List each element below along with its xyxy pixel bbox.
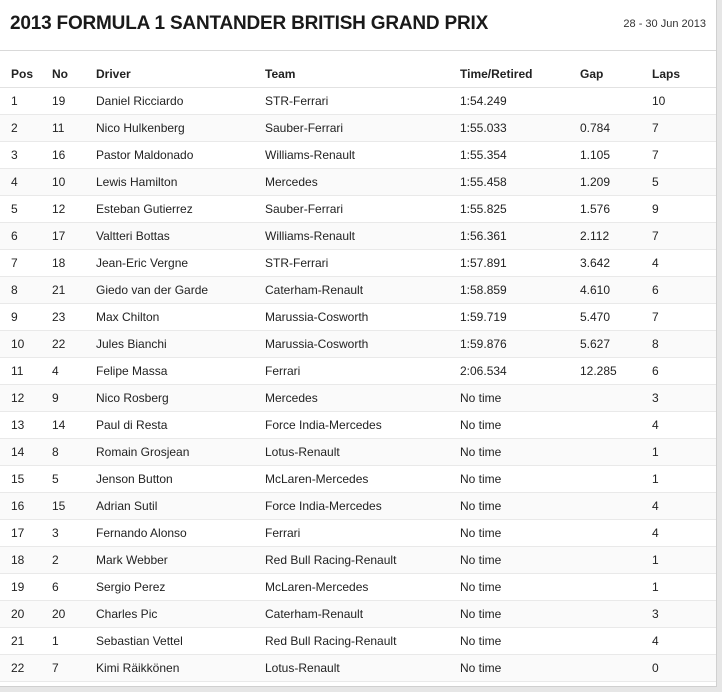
table-row xyxy=(0,250,716,277)
cell-gap xyxy=(580,88,652,115)
table-row xyxy=(0,385,716,412)
cell-gap: 12.285 xyxy=(580,358,652,385)
cell-gap xyxy=(580,574,652,601)
cell-driver: Pastor Maldonado xyxy=(96,142,265,169)
table-row xyxy=(0,439,716,466)
cell-team: McLaren-Mercedes xyxy=(265,466,460,493)
cell-gap: 1.209 xyxy=(580,169,652,196)
cell-laps: 1 xyxy=(652,466,716,493)
cell-team: Red Bull Racing-Renault xyxy=(265,547,460,574)
cell-pos: 4 xyxy=(0,169,52,196)
table-row xyxy=(0,304,716,331)
cell-time: 1:59.719 xyxy=(460,304,580,331)
cell-no: 12 xyxy=(52,196,96,223)
cell-driver: Sergio Perez xyxy=(96,574,265,601)
table-row xyxy=(0,223,716,250)
results-table xyxy=(0,60,716,682)
cell-driver: Nico Hulkenberg xyxy=(96,115,265,142)
cell-laps: 1 xyxy=(652,574,716,601)
cell-laps: 4 xyxy=(652,520,716,547)
cell-team: Force India-Mercedes xyxy=(265,493,460,520)
cell-pos: 3 xyxy=(0,142,52,169)
cell-team: Red Bull Racing-Renault xyxy=(265,628,460,655)
cell-time: 1:57.891 xyxy=(460,250,580,277)
table-row xyxy=(0,520,716,547)
cell-gap: 5.627 xyxy=(580,331,652,358)
event-dates: 28 - 30 Jun 2013 xyxy=(623,18,706,30)
cell-laps: 4 xyxy=(652,628,716,655)
cell-time: No time xyxy=(460,412,580,439)
table-row xyxy=(0,412,716,439)
cell-pos: 7 xyxy=(0,250,52,277)
cell-time: 1:55.354 xyxy=(460,142,580,169)
cell-laps: 7 xyxy=(652,304,716,331)
cell-no: 18 xyxy=(52,250,96,277)
cell-time: 1:59.876 xyxy=(460,331,580,358)
cell-laps: 7 xyxy=(652,142,716,169)
cell-pos: 18 xyxy=(0,547,52,574)
cell-laps: 6 xyxy=(652,277,716,304)
cell-team: Lotus-Renault xyxy=(265,655,460,682)
cell-gap: 1.576 xyxy=(580,196,652,223)
table-row xyxy=(0,574,716,601)
cell-gap xyxy=(580,655,652,682)
cell-gap xyxy=(580,439,652,466)
column-header-team: Team xyxy=(265,60,460,88)
cell-gap: 3.642 xyxy=(580,250,652,277)
cell-no: 14 xyxy=(52,412,96,439)
cell-team: McLaren-Mercedes xyxy=(265,574,460,601)
cell-driver: Kimi Räikkönen xyxy=(96,655,265,682)
cell-laps: 0 xyxy=(652,655,716,682)
cell-driver: Giedo van der Garde xyxy=(96,277,265,304)
cell-pos: 12 xyxy=(0,385,52,412)
table-row xyxy=(0,142,716,169)
cell-time: No time xyxy=(460,655,580,682)
cell-laps: 10 xyxy=(652,88,716,115)
cell-time: No time xyxy=(460,601,580,628)
cell-pos: 15 xyxy=(0,466,52,493)
cell-driver: Mark Webber xyxy=(96,547,265,574)
cell-pos: 1 xyxy=(0,88,52,115)
cell-time: No time xyxy=(460,628,580,655)
cell-team: Williams-Renault xyxy=(265,142,460,169)
cell-laps: 6 xyxy=(652,358,716,385)
cell-driver: Lewis Hamilton xyxy=(96,169,265,196)
cell-driver: Paul di Resta xyxy=(96,412,265,439)
cell-driver: Fernando Alonso xyxy=(96,520,265,547)
cell-team: Mercedes xyxy=(265,385,460,412)
cell-team: Marussia-Cosworth xyxy=(265,304,460,331)
table-row xyxy=(0,88,716,115)
cell-driver: Romain Grosjean xyxy=(96,439,265,466)
cell-pos: 13 xyxy=(0,412,52,439)
cell-team: STR-Ferrari xyxy=(265,250,460,277)
cell-team: Mercedes xyxy=(265,169,460,196)
cell-gap: 4.610 xyxy=(580,277,652,304)
cell-pos: 5 xyxy=(0,196,52,223)
cell-no: 15 xyxy=(52,493,96,520)
cell-driver: Adrian Sutil xyxy=(96,493,265,520)
results-body xyxy=(0,88,716,682)
cell-gap xyxy=(580,628,652,655)
cell-team: Williams-Renault xyxy=(265,223,460,250)
cell-team: Lotus-Renault xyxy=(265,439,460,466)
cell-pos: 6 xyxy=(0,223,52,250)
cell-laps: 1 xyxy=(652,439,716,466)
cell-gap xyxy=(580,493,652,520)
cell-time: No time xyxy=(460,574,580,601)
cell-no: 16 xyxy=(52,142,96,169)
cell-no: 21 xyxy=(52,277,96,304)
cell-no: 7 xyxy=(52,655,96,682)
cell-laps: 7 xyxy=(652,115,716,142)
cell-team: Caterham-Renault xyxy=(265,277,460,304)
cell-gap xyxy=(580,412,652,439)
column-header-gap: Gap xyxy=(580,60,652,88)
table-row xyxy=(0,277,716,304)
column-header-pos: Pos xyxy=(0,60,52,88)
cell-laps: 3 xyxy=(652,385,716,412)
cell-pos: 20 xyxy=(0,601,52,628)
cell-no: 23 xyxy=(52,304,96,331)
cell-gap xyxy=(580,601,652,628)
column-header-no: No xyxy=(52,60,96,88)
cell-driver: Nico Rosberg xyxy=(96,385,265,412)
table-row xyxy=(0,493,716,520)
cell-laps: 8 xyxy=(652,331,716,358)
cell-pos: 16 xyxy=(0,493,52,520)
cell-time: No time xyxy=(460,466,580,493)
cell-time: No time xyxy=(460,439,580,466)
cell-no: 9 xyxy=(52,385,96,412)
cell-no: 4 xyxy=(52,358,96,385)
cell-gap: 5.470 xyxy=(580,304,652,331)
cell-no: 22 xyxy=(52,331,96,358)
cell-laps: 4 xyxy=(652,250,716,277)
cell-time: No time xyxy=(460,385,580,412)
table-row xyxy=(0,196,716,223)
cell-driver: Charles Pic xyxy=(96,601,265,628)
page-title: 2013 FORMULA 1 SANTANDER BRITISH GRAND PRIX xyxy=(10,13,489,34)
table-row xyxy=(0,547,716,574)
cell-no: 19 xyxy=(52,88,96,115)
cell-laps: 1 xyxy=(652,547,716,574)
table-row xyxy=(0,655,716,682)
cell-time: No time xyxy=(460,547,580,574)
cell-pos: 22 xyxy=(0,655,52,682)
cell-driver: Esteban Gutierrez xyxy=(96,196,265,223)
cell-no: 5 xyxy=(52,466,96,493)
cell-team: Ferrari xyxy=(265,520,460,547)
cell-pos: 17 xyxy=(0,520,52,547)
cell-no: 1 xyxy=(52,628,96,655)
results-header xyxy=(0,0,716,51)
cell-laps: 9 xyxy=(652,196,716,223)
column-header-laps: Laps xyxy=(652,60,716,88)
table-header-row xyxy=(0,60,716,88)
cell-time: 1:55.458 xyxy=(460,169,580,196)
table-row xyxy=(0,466,716,493)
cell-team: Marussia-Cosworth xyxy=(265,331,460,358)
cell-driver: Valtteri Bottas xyxy=(96,223,265,250)
cell-laps: 4 xyxy=(652,412,716,439)
cell-team: Ferrari xyxy=(265,358,460,385)
table-row xyxy=(0,331,716,358)
cell-no: 6 xyxy=(52,574,96,601)
cell-time: No time xyxy=(460,520,580,547)
cell-time: 2:06.534 xyxy=(460,358,580,385)
cell-pos: 14 xyxy=(0,439,52,466)
cell-driver: Jules Bianchi xyxy=(96,331,265,358)
cell-gap: 0.784 xyxy=(580,115,652,142)
cell-driver: Jean-Eric Vergne xyxy=(96,250,265,277)
cell-time: 1:58.859 xyxy=(460,277,580,304)
cell-no: 17 xyxy=(52,223,96,250)
table-row xyxy=(0,601,716,628)
cell-pos: 19 xyxy=(0,574,52,601)
cell-pos: 9 xyxy=(0,304,52,331)
cell-pos: 8 xyxy=(0,277,52,304)
cell-pos: 11 xyxy=(0,358,52,385)
cell-time: 1:55.825 xyxy=(460,196,580,223)
cell-time: 1:55.033 xyxy=(460,115,580,142)
cell-laps: 4 xyxy=(652,493,716,520)
cell-laps: 5 xyxy=(652,169,716,196)
cell-gap xyxy=(580,466,652,493)
table-row xyxy=(0,628,716,655)
cell-gap xyxy=(580,385,652,412)
cell-no: 8 xyxy=(52,439,96,466)
cell-no: 2 xyxy=(52,547,96,574)
cell-driver: Felipe Massa xyxy=(96,358,265,385)
table-row xyxy=(0,358,716,385)
cell-driver: Daniel Ricciardo xyxy=(96,88,265,115)
cell-gap xyxy=(580,520,652,547)
table-row xyxy=(0,169,716,196)
cell-team: STR-Ferrari xyxy=(265,88,460,115)
cell-driver: Max Chilton xyxy=(96,304,265,331)
column-header-time: Time/Retired xyxy=(460,60,580,88)
cell-pos: 21 xyxy=(0,628,52,655)
cell-team: Caterham-Renault xyxy=(265,601,460,628)
cell-gap: 2.112 xyxy=(580,223,652,250)
cell-driver: Sebastian Vettel xyxy=(96,628,265,655)
cell-time: 1:54.249 xyxy=(460,88,580,115)
column-header-driver: Driver xyxy=(96,60,265,88)
cell-laps: 7 xyxy=(652,223,716,250)
table-row xyxy=(0,115,716,142)
cell-pos: 10 xyxy=(0,331,52,358)
cell-no: 11 xyxy=(52,115,96,142)
cell-pos: 2 xyxy=(0,115,52,142)
cell-driver: Jenson Button xyxy=(96,466,265,493)
cell-laps: 3 xyxy=(652,601,716,628)
cell-no: 10 xyxy=(52,169,96,196)
cell-time: No time xyxy=(460,493,580,520)
cell-time: 1:56.361 xyxy=(460,223,580,250)
cell-team: Force India-Mercedes xyxy=(265,412,460,439)
cell-team: Sauber-Ferrari xyxy=(265,115,460,142)
cell-no: 3 xyxy=(52,520,96,547)
cell-team: Sauber-Ferrari xyxy=(265,196,460,223)
cell-no: 20 xyxy=(52,601,96,628)
cell-gap xyxy=(580,547,652,574)
cell-gap: 1.105 xyxy=(580,142,652,169)
